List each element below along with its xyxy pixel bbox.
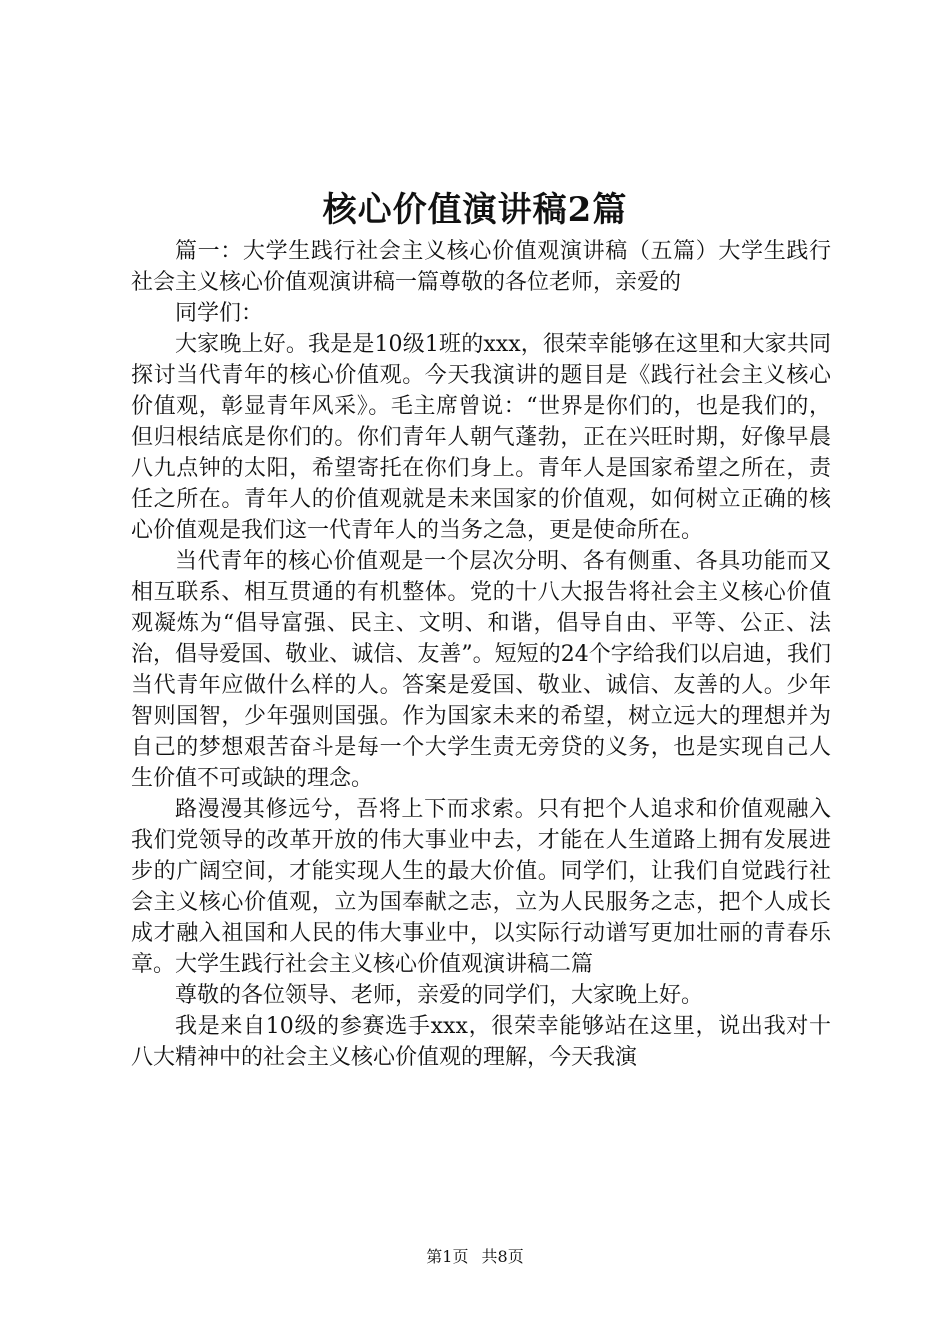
page-total: 共8页: [481, 1247, 524, 1266]
paragraph: 当代青年的核心价值观是一个层次分明、各有侧重、各具功能而又相互联系、相互贯通的有机整体。党的十八大报告将社会主义核心价值观凝炼为“倡导富强、民主、文明、和谐，倡导自由、平等、公正、法治，倡导爱国、敬业、诚信、友善”。短短的24个字给我们以启迪，我们当代青年应做什么样的人。答案是爱国、敬业、诚信、友善的人。少年智则国智，少年强则国强。作为国家未来的希望，树立远大的理想并为自己的梦想艰苦奋斗是每一个大学生责无旁贷的义务，也是实现自己人生价值不可或缺的理念。: [131, 549, 831, 791]
paragraph: 篇一：大学生践行社会主义核心价值观演讲稿（五篇）大学生践行社会主义核心价值观演讲稿一篇尊敬的各位老师，亲爱的: [131, 239, 831, 295]
document-body: [131, 236, 831, 1073]
paragraph: 我是来自10级的参赛选手xxx，很荣幸能够站在这里，说出我对十八大精神中的社会主义核心价值观的理解，今天我演: [131, 1014, 831, 1070]
paragraph: 路漫漫其修远兮，吾将上下而求索。只有把个人追求和价值观融入我们党领导的改革开放的伟大事业中去，才能在人生道路上拥有发展进步的广阔空间，才能实现人生的最大价值。同学们，让我们自觉践行社会主义核心价值观，立为国奉献之志，立为人民服务之志，把个人成长成才融入祖国和人民的伟大事业中，以实际行动谱写更加壮丽的青春乐章。大学生践行社会主义核心价值观演讲稿二篇: [131, 797, 831, 977]
page-number: 第1页: [426, 1247, 469, 1266]
paragraph: 尊敬的各位领导、老师，亲爱的同学们，大家晚上好。: [175, 983, 704, 1008]
page-footer: [0, 1245, 950, 1269]
paragraph: 大家晚上好。我是是10级1班的xxx，很荣幸能够在这里和大家共同探讨当代青年的核心价值观。今天我演讲的题目是《践行社会主义核心价值观，彰显青年风采》。毛主席曾说：“世界是你们的，也是我们的，但归根结底是你们的。你们青年人朝气蓬勃，正在兴旺时期，好像早晨八九点钟的太阳，希望寄托在你们身上。青年人是国家希望之所在，责任之所在。青年人的价值观就是未来国家的价值观，如何树立正确的核心价值观是我们这一代青年人的当务之急，更是使命所在。: [131, 332, 831, 543]
document-title: 核心价值演讲稿2篇: [322, 190, 628, 230]
paragraph: 同学们：: [175, 301, 264, 326]
